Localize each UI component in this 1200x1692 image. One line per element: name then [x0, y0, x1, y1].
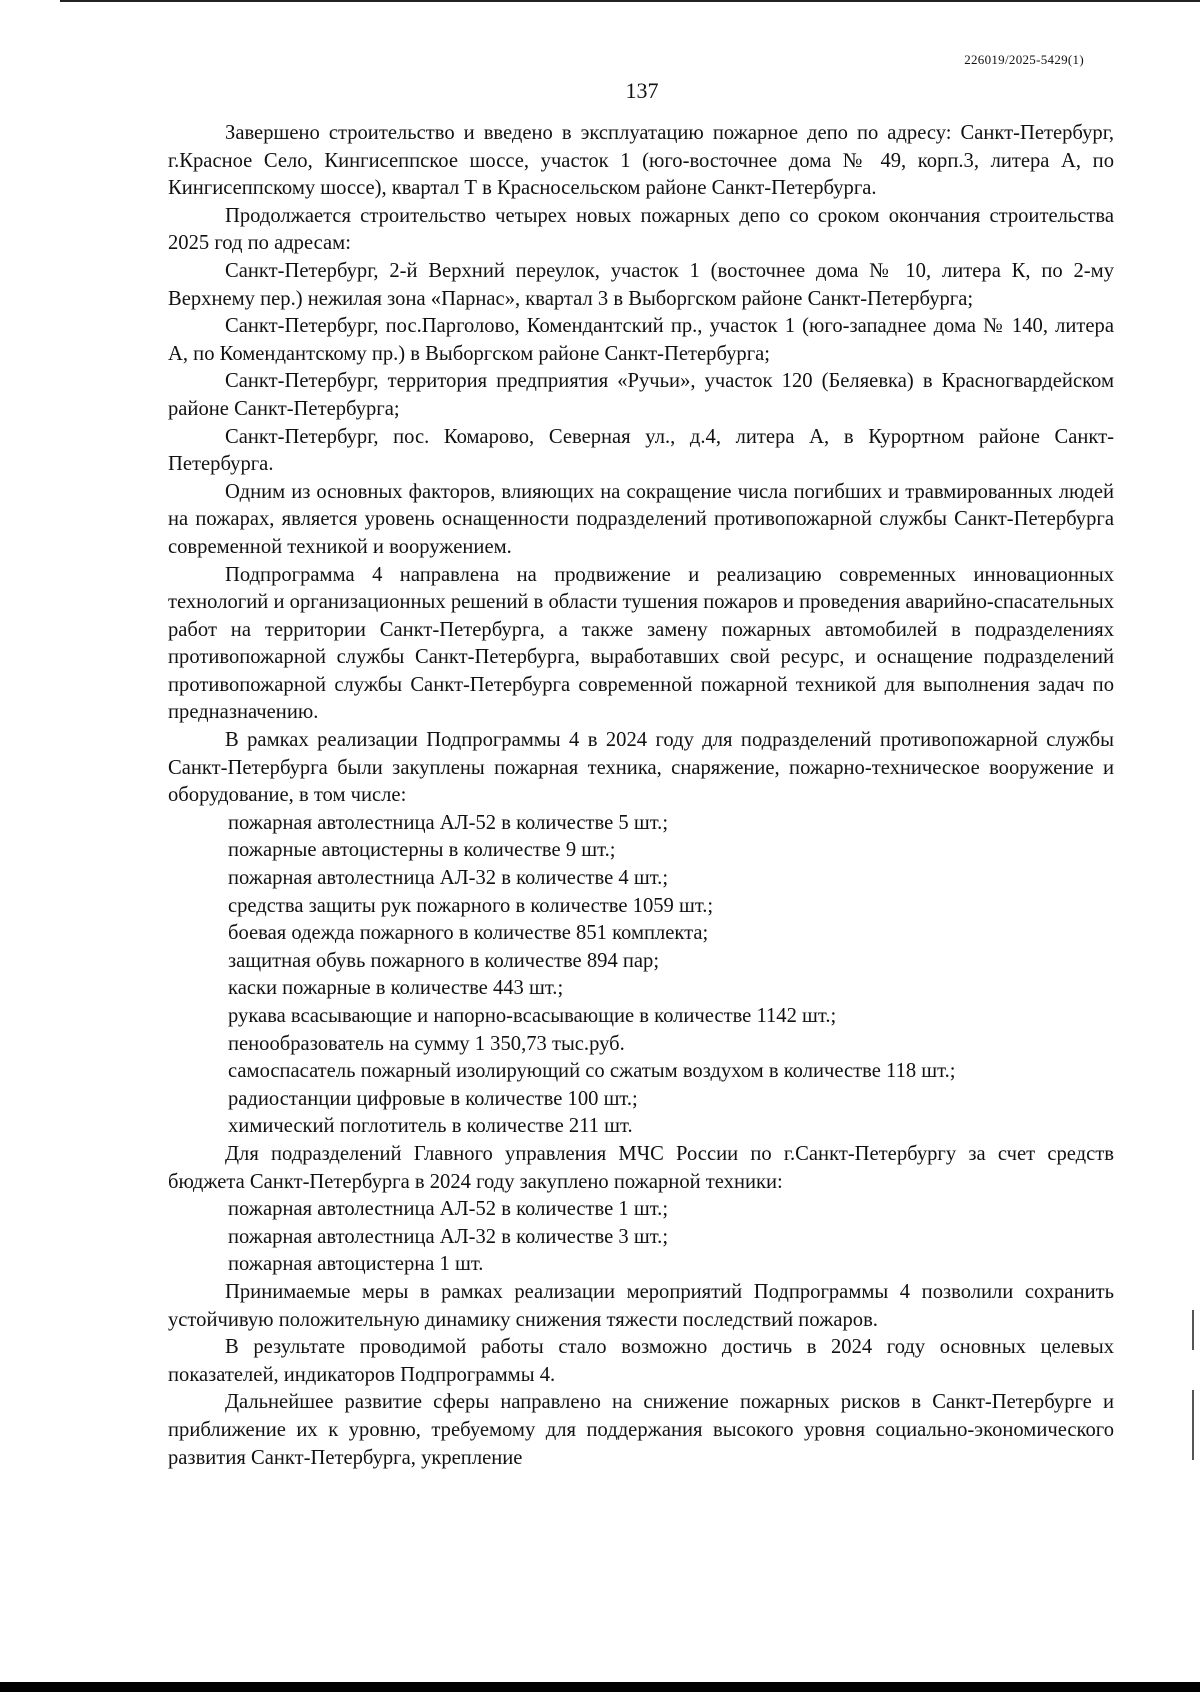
- document-id: 226019/2025-5429(1): [964, 52, 1084, 67]
- bottom-scan-bar: [0, 1682, 1200, 1692]
- paragraph: Санкт-Петербург, территория предприятия «Ручьи», участок 120 (Беляевка) в Красногвардейском районе Санкт-Петербурга;: [168, 370, 1114, 420]
- paragraph: Санкт-Петербург, пос. Комарово, Северная ул., д.4, литера А, в Курортном районе Санкт-Петербурга.: [168, 425, 1114, 476]
- paragraph: Для подразделений Главного управления МЧС России по г.Санкт-Петербургу за счет средств бюджета Санкт-Петербурга в 2024 году закуплено пожарной техники:: [168, 1142, 1114, 1193]
- list-item: каски пожарные в количестве 443 шт.;: [228, 977, 564, 1000]
- list-item: пожарная автолестница АЛ-52 в количестве 5 шт.;: [228, 811, 669, 834]
- list-item: средства защиты рук пожарного в количестве 1059 шт.;: [228, 894, 714, 917]
- list-item: пожарная автолестница АЛ-32 в количестве 4 шт.;: [228, 867, 669, 890]
- paragraph: В результате проводимой работы стало возможно достичь в 2024 году основных целевых показателей, индикаторов Подпрограммы 4.: [168, 1336, 1114, 1386]
- document-body: [168, 120, 1114, 1472]
- list-item: пожарные автоцистерны в количестве 9 шт.;: [228, 839, 616, 862]
- list-item: самоспасатель пожарный изолирующий со сжатым воздухом в количестве 118 шт.;: [228, 1060, 956, 1083]
- paragraph: Продолжается строительство четырех новых пожарных депо со сроком окончания строительства 2025 год по адресам:: [168, 204, 1114, 255]
- top-scan-rule: [60, 0, 1200, 2]
- list-item: пожарная автолестница АЛ-32 в количестве 3 шт.;: [228, 1225, 669, 1248]
- paragraph: Одним из основных факторов, влияющих на сокращение числа погибших и травмированных людей на пожарах, является уровень оснащенности подразделений противопожарной службы Санкт-Петербурга современной техникой и вооружением.: [168, 480, 1114, 558]
- paragraph: Завершено строительство и введено в эксплуатацию пожарное депо по адресу: Санкт-Петербург, г.Красное Село, Кингисеппское шоссе, участок 1 (юго-восточнее дома № 49, корп.3, литера А, по Кингисеппскому шоссе), квартал Т в Красносельском районе Санкт-Петербурга.: [168, 122, 1114, 200]
- paragraph: Санкт-Петербург, пос.Парголово, Комендантский пр., участок 1 (юго-западнее дома № 140, литера А, по Комендантскому пр.) в Выборгском районе Санкт-Петербурга;: [168, 315, 1114, 365]
- paragraph: Принимаемые меры в рамках реализации мероприятий Подпрограммы 4 позволили сохранить устойчивую положительную динамику снижения тяжести последствий пожаров.: [168, 1280, 1114, 1331]
- right-scan-edge: [1192, 1390, 1194, 1460]
- list-item: пожарная автолестница АЛ-52 в количестве 1 шт.;: [228, 1198, 669, 1221]
- list-item: пожарная автоцистерна 1 шт.: [228, 1253, 484, 1276]
- paragraph: Санкт-Петербург, 2-й Верхний переулок, участок 1 (восточнее дома № 10, литера К, по 2-му Верхнему пер.) нежилая зона «Парнас», квартал 3 в Выборгском районе Санкт-Петербурга;: [168, 259, 1114, 310]
- list-item: химический поглотитель в количестве 211 шт.: [228, 1115, 633, 1138]
- right-scan-edge: [1192, 1310, 1194, 1350]
- list-item: рукава всасывающие и напорно-всасывающие в количестве 1142 шт.;: [228, 1005, 837, 1027]
- list-item: пенообразователь на сумму 1 350,73 тыс.руб.: [228, 1032, 625, 1055]
- page-number: 137: [625, 78, 659, 103]
- paragraph: В рамках реализации Подпрограммы 4 в 2024 году для подразделений противопожарной службы Санкт-Петербурга были закуплены пожарная техника, снаряжение, пожарно-техническое вооружение и оборудование, в том числе:: [168, 729, 1114, 807]
- paragraph: Дальнейшее развитие сферы направлено на снижение пожарных рисков в Санкт-Петербурге и приближение их к уровню, требуемому для поддержания высокого уровня социально-экономического развития Санкт-Петербурга, укрепление: [168, 1391, 1114, 1469]
- list-item: защитная обувь пожарного в количестве 894 пар;: [228, 949, 660, 972]
- paragraph: Подпрограмма 4 направлена на продвижение и реализацию современных инновационных технологий и организационных решений в области тушения пожаров и проведения аварийно-спасательных работ на территории Санкт-Петербурга, а также замену пожарных автомобилей в подразделениях противопожарной службы Санкт-Петербурга, выработавших свой ресурс, и оснащение подразделений противопожарной службы Санкт-Петербурга современной пожарной техникой для выполнения задач по предназначению.: [168, 563, 1114, 724]
- list-item: боевая одежда пожарного в количестве 851 комплекта;: [228, 922, 709, 945]
- list-item: радиостанции цифровые в количестве 100 шт.;: [228, 1087, 638, 1110]
